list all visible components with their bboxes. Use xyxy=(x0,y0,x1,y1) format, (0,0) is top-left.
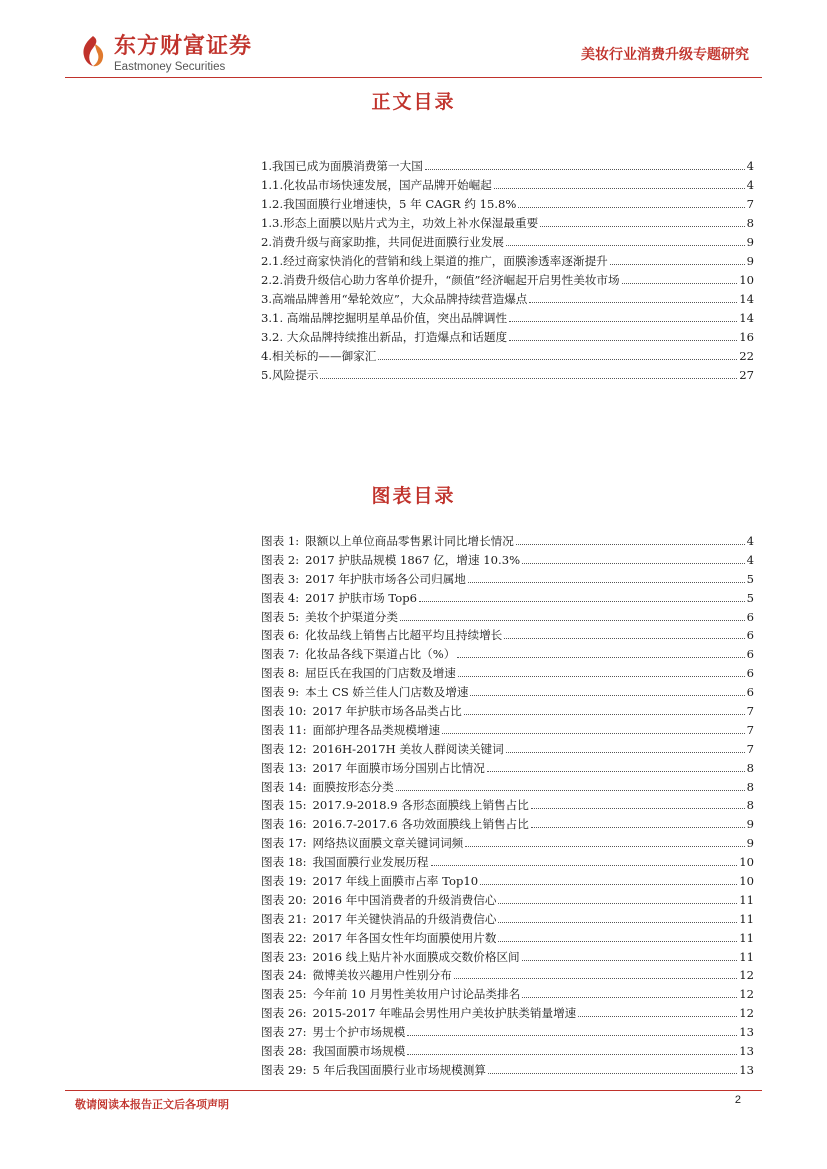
figure-entry-label: 图表 3: xyxy=(261,571,300,586)
toc-entry-page: 9 xyxy=(746,235,754,249)
toc-entry-page: 8 xyxy=(746,216,754,230)
figure-entry[interactable] xyxy=(261,872,754,891)
leader-dots xyxy=(425,169,745,170)
leader-dots xyxy=(396,790,745,791)
figure-entry-label: 图表 10: xyxy=(261,704,307,719)
figure-entry-page: 13 xyxy=(739,1062,754,1077)
figure-entry-label: 图表 11: xyxy=(261,722,307,737)
toc-entry-title: 1.1.化妆品市场快速发展，国产品牌开始崛起 xyxy=(261,178,492,192)
toc-entry-title: 3.高端品牌善用“晕轮效应”，大众品牌持续营造爆点 xyxy=(261,292,528,306)
toc-entry[interactable] xyxy=(261,347,754,366)
figure-entry-title: 化妆品线上销售占比超平均且持续增长 xyxy=(305,628,503,643)
report-title: 美妆行业消费升级专题研究 xyxy=(581,47,749,63)
leader-dots xyxy=(518,207,744,208)
figure-entry-label: 图表 16: xyxy=(261,817,307,832)
toc-entry-title: 2.1.经过商家快消化的营销和线上渠道的推广，面膜渗透率逐渐提升 xyxy=(261,254,608,268)
header-divider xyxy=(65,77,762,78)
figure-entry-label: 图表 4: xyxy=(261,590,300,605)
figure-entry-title: 男士个护市场规模 xyxy=(312,1025,406,1040)
figure-entry[interactable] xyxy=(261,721,754,740)
figure-entry-title: 微博美妆兴趣用户性别分布 xyxy=(312,968,452,983)
figure-entry-page: 10 xyxy=(739,855,754,870)
figure-entry[interactable] xyxy=(261,1042,754,1061)
figure-entry-label: 图表 20: xyxy=(261,892,307,907)
figure-entry-title: 我国面膜行业发展历程 xyxy=(312,855,429,870)
toc-heading: 正文目录 xyxy=(371,91,456,113)
toc-entry[interactable] xyxy=(261,309,754,328)
figure-entry-page: 9 xyxy=(746,817,754,832)
leader-dots xyxy=(498,941,737,942)
figure-entry[interactable] xyxy=(261,1061,754,1080)
figure-entry[interactable] xyxy=(261,551,754,570)
figure-entry-title: 2017 年护肤市场各品类占比 xyxy=(312,704,462,719)
figure-entry[interactable] xyxy=(261,589,754,608)
figure-list-heading: 图表目录 xyxy=(371,485,456,507)
figure-entry-page: 6 xyxy=(746,628,754,643)
leader-dots xyxy=(522,997,737,998)
figure-entry[interactable] xyxy=(261,891,754,910)
figure-entry[interactable] xyxy=(261,740,754,759)
figure-entry[interactable] xyxy=(261,608,754,627)
toc-entry-title: 5.风险提示 xyxy=(261,368,319,382)
figure-entry-label: 图表 18: xyxy=(261,855,307,870)
toc-entry-title: 2.消费升级与商家助推，共同促进面膜行业发展 xyxy=(261,235,504,249)
figure-entry-title: 2016 线上贴片补水面膜成交数价格区间 xyxy=(312,949,520,964)
toc-entry-title: 1.3.形态上面膜以贴片式为主，功效上补水保湿最重要 xyxy=(261,216,539,230)
eastmoney-logo-icon xyxy=(78,34,108,68)
leader-dots xyxy=(578,1016,737,1017)
figure-entry-label: 图表 7: xyxy=(261,647,300,662)
figure-entry-page: 13 xyxy=(739,1044,754,1059)
leader-dots xyxy=(509,321,737,322)
figure-entry-page: 7 xyxy=(746,741,754,756)
figure-entry-label: 图表 9: xyxy=(261,685,300,700)
leader-dots xyxy=(470,695,744,696)
leader-dots xyxy=(465,846,744,847)
figure-entry-title: 2017 年关键快消品的升级消费信心 xyxy=(312,911,497,926)
toc-entry-title: 1.2.我国面膜行业增速快，5 年 CAGR 约 15.8% xyxy=(261,197,517,211)
figure-entry-page: 11 xyxy=(739,930,754,945)
toc-entry-title: 2.2.消费升级信心助力客单价提升，“颜值”经济崛起开启男性美妆市场 xyxy=(261,273,620,287)
figure-entry[interactable] xyxy=(261,929,754,948)
toc-entry-page: 4 xyxy=(746,178,754,192)
figure-entry[interactable] xyxy=(261,834,754,853)
figure-entry[interactable] xyxy=(261,966,754,985)
figure-entry-label: 图表 8: xyxy=(261,666,300,681)
leader-dots xyxy=(622,283,738,284)
figure-entry-title: 美妆个护渠道分类 xyxy=(305,609,398,624)
figure-entry-label: 图表 21: xyxy=(261,911,307,926)
figure-entry-title: 面部护理各品类规模增速 xyxy=(312,722,441,737)
figure-entry-title: 2017 年面膜市场分国别占比情况 xyxy=(312,760,485,775)
figure-entry-label: 图表 26: xyxy=(261,1006,307,1021)
figure-entry-page: 6 xyxy=(746,685,754,700)
figure-entry[interactable] xyxy=(261,815,754,834)
figure-entry-label: 图表 28: xyxy=(261,1044,307,1059)
figure-entry-page: 11 xyxy=(739,911,754,926)
figure-entry[interactable] xyxy=(261,570,754,589)
leader-dots xyxy=(498,922,737,923)
figure-entry-title: 2017 年线上面膜市占率 Top10 xyxy=(312,874,479,889)
figure-entry[interactable] xyxy=(261,853,754,872)
figure-entry-title: 2017 护肤品规模 1867 亿，增速 10.3% xyxy=(305,552,521,567)
toc-entry-page: 14 xyxy=(739,311,754,325)
logo-chinese-name: 东方财富证券 xyxy=(114,34,253,59)
leader-dots xyxy=(407,1054,737,1055)
figure-entry-page: 6 xyxy=(746,609,754,624)
leader-dots xyxy=(400,620,745,621)
figure-entry-label: 图表 15: xyxy=(261,798,307,813)
toc-entry[interactable] xyxy=(261,290,754,309)
figure-entry-label: 图表 2: xyxy=(261,552,300,567)
figure-entry-label: 图表 17: xyxy=(261,836,307,851)
leader-dots xyxy=(531,827,745,828)
figure-entry-label: 图表 19: xyxy=(261,874,307,889)
figure-entry-title: 2016.7-2017.6 各功效面膜线上销售占比 xyxy=(312,817,529,832)
leader-dots xyxy=(480,884,737,885)
leader-dots xyxy=(540,226,744,227)
figure-entry-title: 今年前 10 月男性美妆用户讨论品类排名 xyxy=(312,987,521,1002)
figure-list xyxy=(261,532,754,1080)
toc-entry-page: 9 xyxy=(746,254,754,268)
leader-dots xyxy=(529,302,737,303)
figure-entry-label: 图表 6: xyxy=(261,628,300,643)
toc-entry[interactable] xyxy=(261,157,754,176)
toc-entry[interactable] xyxy=(261,366,754,385)
figure-entry-title: 网络热议面膜文章关键词词频 xyxy=(312,836,464,851)
toc-entry[interactable] xyxy=(261,195,754,214)
page-number: 2 xyxy=(734,1094,741,1106)
figure-entry-title: 2017 护肤市场 Top6 xyxy=(305,590,418,605)
figure-entry-title: 5 年后我国面膜行业市场规模测算 xyxy=(312,1062,486,1077)
figure-entry-page: 8 xyxy=(746,760,754,775)
toc-entry[interactable] xyxy=(261,271,754,290)
figure-entry[interactable] xyxy=(261,645,754,664)
figure-entry[interactable] xyxy=(261,702,754,721)
leader-dots xyxy=(516,544,745,545)
toc-entry-page: 10 xyxy=(739,273,754,287)
figure-entry-page: 12 xyxy=(739,1006,754,1021)
figure-entry-page: 8 xyxy=(746,779,754,794)
leader-dots xyxy=(498,903,737,904)
leader-dots xyxy=(457,657,744,658)
figure-entry-label: 图表 12: xyxy=(261,741,307,756)
leader-dots xyxy=(610,264,745,265)
figure-entry-label: 图表 1: xyxy=(261,534,300,548)
figure-entry-page: 12 xyxy=(739,987,754,1002)
leader-dots xyxy=(522,960,738,961)
figure-entry[interactable] xyxy=(261,759,754,778)
figure-entry[interactable] xyxy=(261,796,754,815)
figure-entry-label: 图表 23: xyxy=(261,949,307,964)
leader-dots xyxy=(509,340,737,341)
leader-dots xyxy=(504,638,744,639)
figure-entry-label: 图表 13: xyxy=(261,760,307,775)
leader-dots xyxy=(320,378,737,379)
toc-entry-title: 1.我国已成为面膜消费第一大国 xyxy=(261,159,423,173)
figure-entry-title: 化妆品各线下渠道占比（%） xyxy=(305,647,456,662)
toc-entry-title: 4.相关标的——御家汇 xyxy=(261,349,377,363)
figure-entry[interactable] xyxy=(261,1004,754,1023)
toc-entry-page: 7 xyxy=(746,197,754,211)
toc-entry[interactable] xyxy=(261,252,754,271)
leader-dots xyxy=(454,978,738,979)
figure-entry-label: 图表 25: xyxy=(261,987,307,1002)
figure-entry-title: 2015-2017 年唯品会男性用户美妆护肤类销量增速 xyxy=(312,1006,577,1021)
leader-dots xyxy=(506,245,745,246)
logo-english-name: Eastmoney Securities xyxy=(114,61,226,73)
leader-dots xyxy=(494,188,745,189)
toc-entry-page: 14 xyxy=(739,292,754,306)
leader-dots xyxy=(468,582,745,583)
figure-entry-label: 图表 5: xyxy=(261,609,300,624)
figure-entry-label: 图表 22: xyxy=(261,930,307,945)
figure-entry-label: 图表 24: xyxy=(261,968,307,983)
leader-dots xyxy=(522,563,745,564)
figure-entry-page: 8 xyxy=(746,798,754,813)
figure-entry-title: 本土 CS 娇兰佳人门店数及增速 xyxy=(305,685,469,700)
toc-entry[interactable] xyxy=(261,176,754,195)
toc-entry-page: 27 xyxy=(739,368,754,382)
toc-entry-page: 4 xyxy=(746,159,754,173)
figure-entry-title: 2017 年各国女性年均面膜使用片数 xyxy=(312,930,497,945)
figure-entry-title: 屈臣氏在我国的门店数及增速 xyxy=(305,666,456,681)
toc-entry-title: 3.2. 大众品牌持续推出新品，打造爆点和话题度 xyxy=(261,330,508,344)
toc-entry[interactable] xyxy=(261,328,754,347)
figure-entry-page: 7 xyxy=(746,722,754,737)
figure-entry-page: 11 xyxy=(739,892,754,907)
disclaimer-note: 敬请阅读本报告正文后各项声明 xyxy=(75,1098,229,1111)
figure-entry[interactable] xyxy=(261,683,754,702)
figure-entry-label: 图表 29: xyxy=(261,1062,307,1077)
figure-entry-page: 4 xyxy=(746,534,754,548)
footer-divider xyxy=(65,1090,762,1091)
figure-entry[interactable] xyxy=(261,778,754,797)
toc-list xyxy=(261,157,754,385)
figure-entry-page: 9 xyxy=(746,836,754,851)
figure-entry-page: 11 xyxy=(739,949,754,964)
figure-entry[interactable] xyxy=(261,910,754,929)
figure-entry-page: 10 xyxy=(739,874,754,889)
leader-dots xyxy=(487,771,745,772)
figure-entry-page: 13 xyxy=(739,1025,754,1040)
toc-entry-title: 3.1. 高端品牌挖掘明星单品价值，突出品牌调性 xyxy=(261,311,508,325)
figure-entry-page: 5 xyxy=(746,571,754,586)
leader-dots xyxy=(464,714,745,715)
figure-entry[interactable] xyxy=(261,532,754,551)
figure-entry-page: 7 xyxy=(746,704,754,719)
figure-entry-page: 6 xyxy=(746,647,754,662)
figure-entry-title: 2016 年中国消费者的升级消费信心 xyxy=(312,892,497,907)
figure-entry-page: 12 xyxy=(739,968,754,983)
leader-dots xyxy=(531,808,745,809)
leader-dots xyxy=(458,676,745,677)
figure-entry-page: 5 xyxy=(746,590,754,605)
leader-dots xyxy=(442,733,745,734)
toc-entry[interactable] xyxy=(261,214,754,233)
leader-dots xyxy=(378,359,737,360)
leader-dots xyxy=(506,752,745,753)
figure-entry[interactable] xyxy=(261,1023,754,1042)
figure-entry-title: 我国面膜市场规模 xyxy=(312,1044,406,1059)
toc-entry[interactable] xyxy=(261,233,754,252)
toc-entry-page: 22 xyxy=(739,349,754,363)
figure-entry-title: 2017 年护肤市场各公司归属地 xyxy=(305,571,466,586)
figure-entry-page: 4 xyxy=(746,552,754,567)
figure-entry-label: 图表 14: xyxy=(261,779,307,794)
figure-entry-title: 面膜按形态分类 xyxy=(312,779,394,794)
figure-entry-label: 图表 27: xyxy=(261,1025,307,1040)
figure-entry-title: 2016H-2017H 美妆人群阅读关键词 xyxy=(312,741,504,756)
figure-entry[interactable] xyxy=(261,985,754,1004)
figure-entry[interactable] xyxy=(261,948,754,967)
figure-entry-title: 2017.9-2018.9 各形态面膜线上销售占比 xyxy=(312,798,529,813)
company-logo xyxy=(78,34,252,78)
figure-entry-page: 6 xyxy=(746,666,754,681)
figure-entry[interactable] xyxy=(261,626,754,645)
leader-dots xyxy=(419,601,745,602)
figure-entry-title: 限额以上单位商品零售累计同比增长情况 xyxy=(305,534,514,548)
leader-dots xyxy=(407,1035,737,1036)
toc-entry-page: 16 xyxy=(739,330,754,344)
leader-dots xyxy=(488,1073,737,1074)
figure-entry[interactable] xyxy=(261,664,754,683)
leader-dots xyxy=(431,865,738,866)
